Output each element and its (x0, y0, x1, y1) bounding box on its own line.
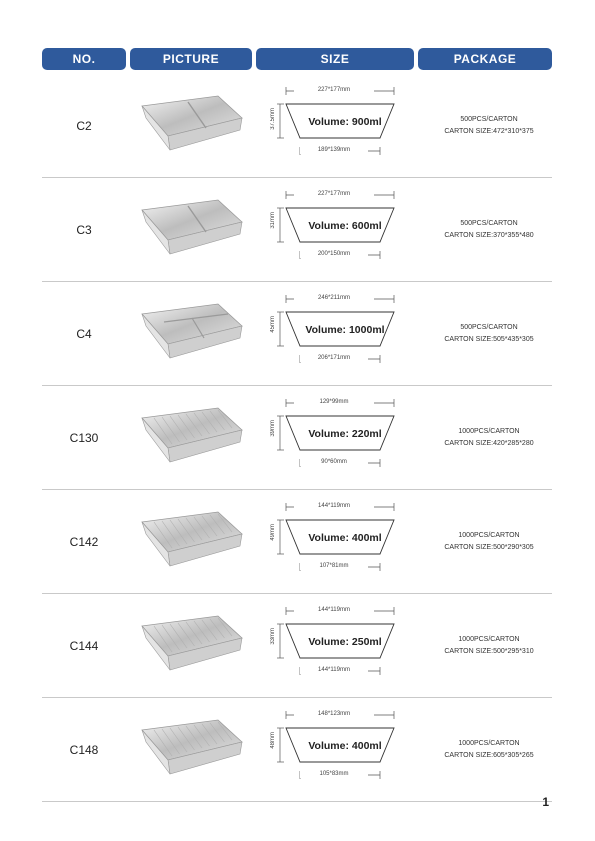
top-dimension: 227*177mm (294, 191, 374, 198)
size-diagram (270, 74, 404, 177)
pcs-per-carton: 1000PCS/CARTON (458, 739, 520, 747)
package-info (422, 74, 556, 177)
product-code: C142 (69, 534, 99, 549)
volume-label: Volume: 220ml (308, 428, 382, 440)
top-dimension: 129*99mm (294, 399, 374, 406)
volume-label: Volume: 250ml (308, 636, 382, 648)
top-dimension: 246*211mm (294, 295, 374, 302)
height-dimension: 37.5mm (270, 108, 276, 130)
volume-label: Volume: 900ml (308, 116, 382, 128)
table-row (42, 282, 552, 386)
product-code: C144 (69, 638, 99, 653)
top-dimension: 144*119mm (294, 607, 374, 614)
size-diagram (270, 490, 404, 593)
table-row (42, 698, 552, 802)
pcs-per-carton: 500PCS/CARTON (460, 323, 518, 331)
package-info (422, 490, 556, 593)
table-row (42, 594, 552, 698)
bottom-dimension: 105*83mm (300, 771, 368, 778)
carton-size: CARTON SIZE:420*285*280 (444, 439, 534, 447)
carton-size: CARTON SIZE:370*355*480 (444, 231, 534, 239)
table-row (42, 386, 552, 490)
volume-label: Volume: 600ml (308, 220, 382, 232)
pcs-per-carton: 1000PCS/CARTON (458, 531, 520, 539)
bottom-dimension: 107*81mm (300, 563, 368, 570)
size-diagram (270, 282, 404, 385)
bottom-dimension: 206*171mm (300, 355, 368, 362)
product-table (42, 74, 552, 802)
product-code: C148 (69, 742, 99, 757)
page-number: 1 (542, 795, 549, 809)
pcs-per-carton: 500PCS/CARTON (460, 219, 518, 227)
bottom-dimension: 200*150mm (300, 251, 368, 258)
product-code: C130 (69, 430, 99, 445)
tray-image (134, 504, 248, 574)
pcs-per-carton: 1000PCS/CARTON (458, 635, 520, 643)
volume-label: Volume: 400ml (308, 532, 382, 544)
header-picture: PICTURE (130, 48, 252, 70)
height-dimension: 49mm (270, 524, 276, 541)
header-no: NO. (42, 48, 126, 70)
top-dimension: 148*123mm (294, 711, 374, 718)
package-info (422, 282, 556, 385)
table-row (42, 490, 552, 594)
header-size: SIZE (256, 48, 414, 70)
carton-size: CARTON SIZE:605*305*265 (444, 751, 534, 759)
bottom-dimension: 144*119mm (300, 667, 368, 674)
height-dimension: 33mm (270, 628, 276, 645)
pcs-per-carton: 500PCS/CARTON (460, 115, 518, 123)
package-info (422, 178, 556, 281)
product-code: C2 (76, 118, 92, 133)
carton-size: CARTON SIZE:505*435*305 (444, 335, 534, 343)
table-row (42, 178, 552, 282)
header-package: PACKAGE (418, 48, 552, 70)
tray-image (134, 712, 248, 782)
product-code: C4 (76, 326, 92, 341)
tray-image (134, 192, 248, 262)
size-diagram (270, 178, 404, 281)
table-header (42, 48, 552, 70)
product-code: C3 (76, 222, 92, 237)
package-info (422, 594, 556, 697)
carton-size: CARTON SIZE:500*295*310 (444, 647, 534, 655)
table-row (42, 74, 552, 178)
size-diagram (270, 594, 404, 697)
volume-label: Volume: 1000ml (305, 324, 385, 336)
bottom-dimension: 90*60mm (300, 459, 368, 466)
package-info (422, 698, 556, 801)
height-dimension: 45mm (270, 316, 276, 333)
bottom-dimension: 189*139mm (300, 147, 368, 154)
volume-label: Volume: 400ml (308, 740, 382, 752)
package-info (422, 386, 556, 489)
size-diagram (270, 386, 404, 489)
tray-image (134, 88, 248, 158)
carton-size: CARTON SIZE:500*290*305 (444, 543, 534, 551)
size-diagram (270, 698, 404, 801)
top-dimension: 227*177mm (294, 87, 374, 94)
carton-size: CARTON SIZE:472*310*375 (444, 127, 534, 135)
height-dimension: 48mm (270, 732, 276, 749)
tray-image (134, 608, 248, 678)
height-dimension: 39mm (270, 420, 276, 437)
height-dimension: 31mm (270, 212, 276, 229)
top-dimension: 144*119mm (294, 503, 374, 510)
pcs-per-carton: 1000PCS/CARTON (458, 427, 520, 435)
tray-image (134, 400, 248, 470)
tray-image (134, 296, 248, 366)
